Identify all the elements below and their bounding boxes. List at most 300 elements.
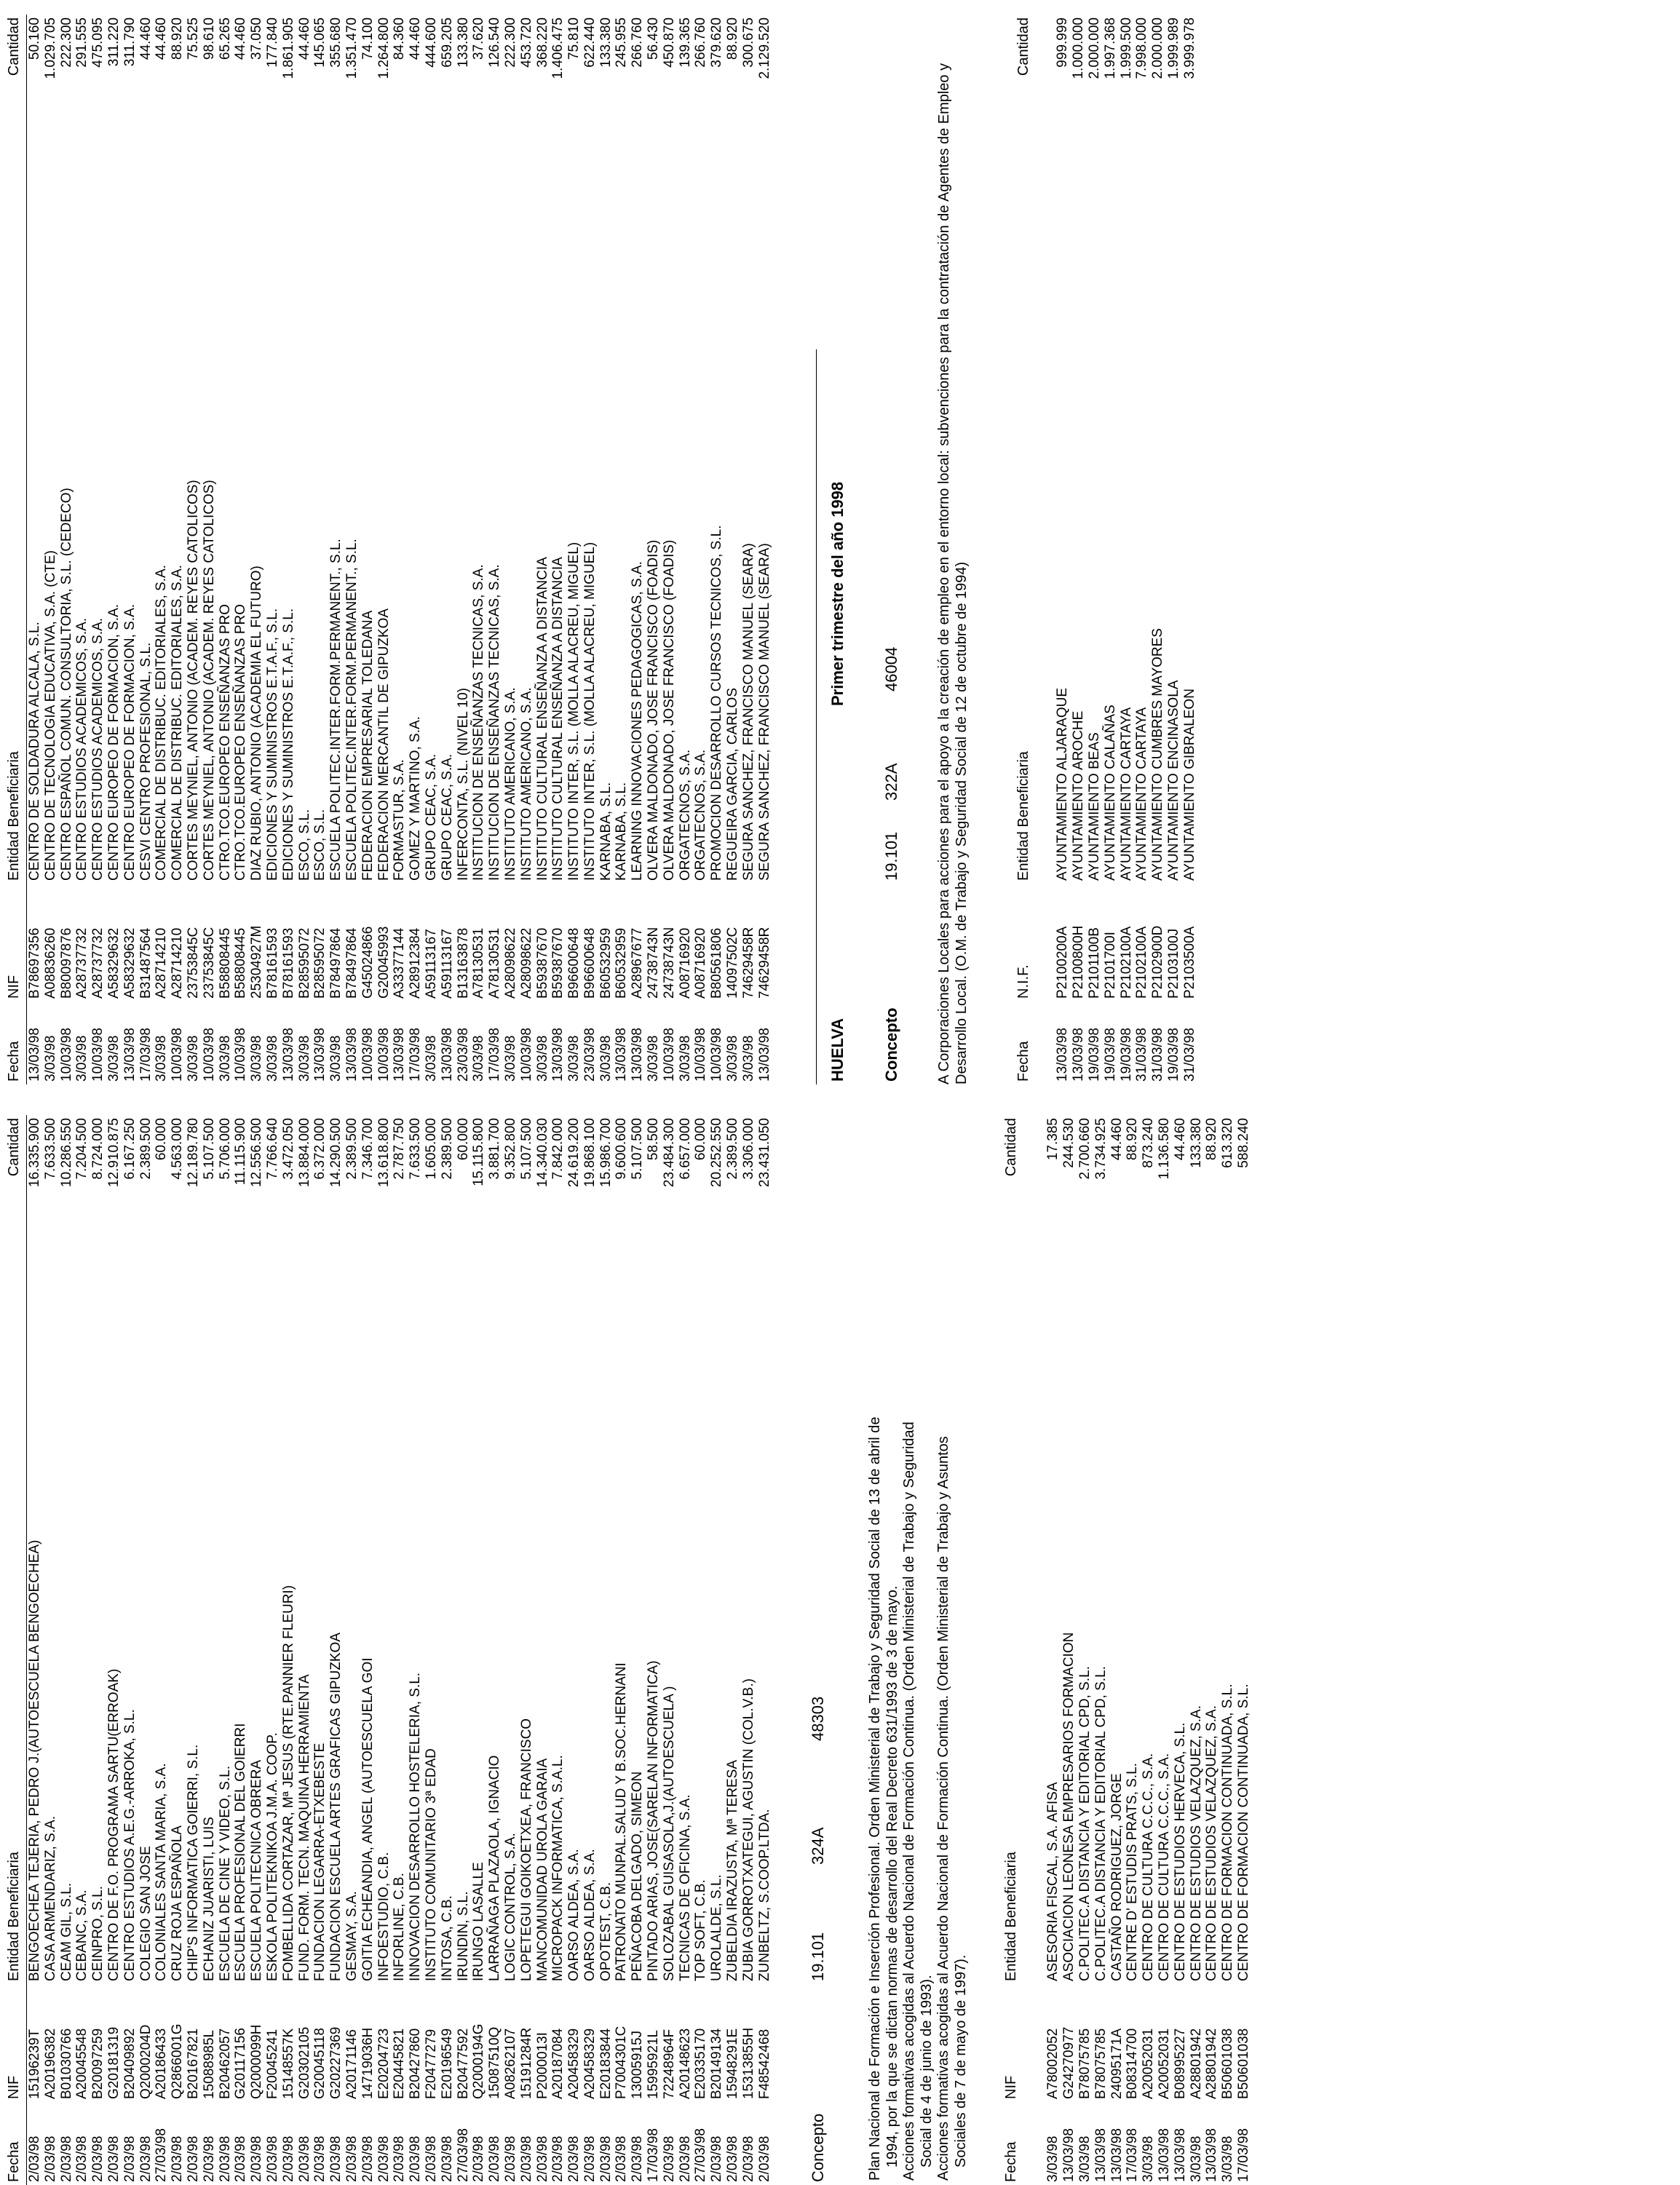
row-entidad: PINTADO ARIAS, JOSE(SARELAN INFORMATICA) [646, 1660, 662, 1981]
row-fecha: 3/03/98 [1141, 2136, 1157, 2182]
table-row [1077, 1115, 1093, 2185]
row-cantidad: 266.760 [693, 17, 709, 68]
row-nif: 23753845C [201, 927, 217, 999]
row-cantidad: 44.460 [1172, 1118, 1188, 1161]
table-row [344, 15, 360, 1084]
row-nif: B20462057 [217, 2028, 233, 2099]
row-nif: A28098622 [518, 927, 534, 999]
row-fecha: 17/03/98 [1125, 2128, 1141, 2182]
row-fecha: 10/03/98 [233, 1028, 249, 1082]
row-entidad: INSTITUTO CULTURAL ENSEÑANZA A DISTANCIA [550, 557, 566, 881]
row-fecha: 10/03/98 [661, 1028, 677, 1082]
table-row [265, 15, 281, 1084]
row-nif: A28737732 [90, 927, 106, 999]
row-nif: A33377144 [392, 927, 408, 999]
row-fecha: 2/03/98 [534, 2136, 550, 2182]
row-entidad: ORGATECNOS, S.A. [693, 749, 709, 881]
concepto-code-1: 19.101 [882, 831, 901, 881]
row-fecha: 19/03/98 [1087, 1028, 1103, 1082]
row-fecha: 3/03/98 [296, 1035, 312, 1082]
beneficiary-table [1055, 15, 1197, 1084]
row-entidad: CENTRO ESTUDIOS A.E.G.-ARROKA, S.L. [122, 1709, 138, 1981]
row-cantidad: 60.000 [154, 1118, 170, 1161]
row-nif: A20148623 [677, 2028, 693, 2099]
row-cantidad: 44.460 [1109, 1118, 1125, 1161]
row-fecha: 3/03/98 [1220, 2136, 1236, 2182]
row-entidad: CENTRO DE F.O. PROGRAMA SARTU(ERROAK) [106, 1668, 122, 1981]
row-nif: 13005915J [630, 2030, 646, 2099]
row-fecha: 3/03/98 [74, 1035, 90, 1082]
row-nif: B01030766 [58, 2028, 74, 2099]
table-row [138, 15, 154, 1084]
row-cantidad: 88.920 [170, 17, 186, 60]
row-nif: B20149134 [709, 2028, 725, 2099]
table-row [614, 15, 630, 1084]
row-fecha: 2/03/98 [58, 2136, 74, 2182]
row-fecha: 13/03/98 [756, 1028, 772, 1082]
table-row [122, 15, 138, 1084]
row-cantidad: 60.000 [455, 1118, 471, 1161]
table-row [566, 15, 582, 1084]
row-entidad: GOITIA ECHEANDIA, ANGEL (AUTOESCUELA GOI [360, 1657, 376, 1981]
row-cantidad: 12.189.780 [185, 1118, 201, 1188]
row-cantidad: 24.619.200 [566, 1118, 582, 1188]
row-cantidad: 133.380 [598, 17, 614, 68]
table-header [1014, 15, 1036, 1084]
row-nif: G20302105 [296, 2026, 312, 2099]
row-cantidad: 1.605.000 [423, 1118, 439, 1180]
row-fecha: 3/03/98 [423, 1035, 439, 1082]
row-entidad: CENTRO ESPAÑOL COMUN. CONSULTORIA, S.L. (CEDECO) [58, 488, 74, 881]
table-row [678, 15, 694, 1084]
row-nif: B78075785 [1093, 2028, 1109, 2099]
row-cantidad: 2.389.500 [439, 1118, 455, 1180]
row-nif: B08995227 [1172, 2028, 1188, 2099]
row-nif: A20187084 [550, 2028, 566, 2099]
table-header [4, 15, 27, 1084]
row-fecha: 2/03/98 [439, 2136, 455, 2182]
row-cantidad: 44.460 [408, 17, 424, 60]
table-row [186, 1115, 202, 2185]
row-entidad: LOGIC CONTROL, S.A. [502, 1833, 518, 1981]
row-entidad: AYUNTAMIENTO CARTAYA [1118, 707, 1134, 881]
row-cantidad: 177.840 [264, 17, 280, 68]
row-fecha: 3/03/98 [249, 1035, 265, 1082]
row-cantidad: 13.618.800 [376, 1118, 392, 1188]
row-cantidad: 622.440 [582, 17, 598, 68]
concepto-code-2: 322A [882, 763, 901, 801]
row-nif: B20427860 [408, 2028, 424, 2099]
row-entidad: INSTITUCION DE ENSEÑANZAS TECNICAS, S.A. [471, 564, 487, 881]
row-fecha: 2/03/98 [27, 2136, 42, 2182]
row-nif: B13163878 [455, 927, 471, 999]
row-fecha: 3/03/98 [677, 1035, 693, 1082]
row-nif: F20477279 [423, 2029, 439, 2099]
header-nif: NIF [6, 2075, 22, 2099]
row-cantidad: 2.389.500 [344, 1118, 360, 1180]
row-fecha: 13/03/98 [1172, 2128, 1188, 2182]
row-fecha: 2/03/98 [756, 2136, 772, 2182]
row-cantidad: 60.000 [693, 1118, 709, 1161]
row-entidad: FUNDACION ESCUELA ARTES GRAFICAS GIPUZKOA [328, 1633, 344, 1981]
row-nif: B28595072 [296, 927, 312, 999]
row-cantidad: 659.205 [439, 17, 455, 68]
concepto-code-3: 46004 [882, 646, 901, 691]
row-fecha: 2/03/98 [233, 2136, 249, 2182]
row-nif: E20183844 [598, 2028, 614, 2099]
row-cantidad: 3.999.978 [1181, 17, 1197, 79]
row-entidad: FEDERACION EMPRESARIAL TOLEDANA [360, 610, 376, 881]
table-row [487, 15, 503, 1084]
row-cantidad: 2.787.750 [392, 1118, 408, 1180]
description-paragraph: Plan Nacional de Formación e Inserción Profesional. Orden Ministerial de Trabajo y Seguridad Social de 13 de abril de 1994, por la que se dictan normas de desarrollo del Real Decreto 631/1993 de 3 de mayo. [867, 1416, 900, 2181]
row-entidad: FOMBELLIDA CORTAZAR, Mª JESUS (RTE.PANNIER FLEURI) [280, 1585, 296, 1981]
row-fecha: 31/03/98 [1181, 1028, 1197, 1082]
row-entidad: INSTITUTO INTER, S.L. (MOLLA ALACREU, MIGUEL) [566, 542, 582, 881]
row-cantidad: 139.365 [677, 17, 693, 68]
row-entidad: INSTITUTO AMERICANO, S.A. [502, 687, 518, 881]
row-entidad: C.POLITEC.A DISTANCIA Y EDITORIAL CPD, S.L. [1077, 1666, 1093, 1981]
row-nif: A78130531 [471, 927, 487, 999]
table-row [630, 1115, 646, 2185]
row-entidad: COLEGIO SAN JOSE [138, 1846, 154, 1981]
table-row [186, 15, 202, 1084]
row-cantidad: 1.999.989 [1166, 17, 1182, 79]
row-cantidad: 84.360 [392, 17, 408, 60]
row-fecha: 13/03/98 [280, 1028, 296, 1082]
row-cantidad: 37.050 [249, 17, 265, 60]
row-entidad: ZUNBELTZ, S.COOP.LTDA. [756, 1809, 772, 1981]
row-fecha: 3/03/98 [725, 1035, 741, 1082]
row-entidad: CENTRO DE CULTURA C.C.C., S.A. [1141, 1753, 1157, 1981]
row-nif: B28595072 [312, 927, 328, 999]
row-cantidad: 3.881.700 [487, 1118, 503, 1180]
row-entidad: INNOVACION DESARROLLO HOSTELERIA, S.L. [408, 1672, 424, 1981]
row-cantidad: 999.999 [1055, 17, 1071, 68]
row-cantidad: 15.986.700 [598, 1118, 614, 1188]
row-nif: 14097502C [725, 927, 741, 999]
row-entidad: CRUZ ROJA ESPAÑOLA [170, 1825, 186, 1981]
row-nif: B78075785 [1077, 2028, 1093, 2099]
row-fecha: 13/03/98 [1071, 1028, 1087, 1082]
row-entidad: INSTITUTO CULTURAL ENSEÑANZA A DISTANCIA [534, 557, 550, 881]
row-nif: G20117156 [233, 2028, 249, 2099]
table-row [1125, 1115, 1141, 2185]
row-nif: G20181319 [106, 2026, 122, 2099]
row-nif: 15087510Q [487, 2026, 503, 2099]
row-entidad: ZUBELDIA IRAZUSTA, Mª TERESA [725, 1759, 741, 1981]
row-fecha: 3/03/98 [740, 1035, 756, 1082]
row-entidad: DIAZ RUBIO, ANTONIO (ACADEMIA EL FUTURO) [249, 566, 265, 881]
row-cantidad: 17.385 [1045, 1118, 1061, 1161]
row-nif: G45024866 [360, 926, 376, 999]
row-cantidad: 5.706.000 [217, 1118, 233, 1180]
row-nif: B80097876 [58, 927, 74, 999]
row-nif: B31487564 [138, 927, 154, 999]
row-entidad: CEAM GIL, S.L. [58, 1882, 74, 1981]
row-cantidad: 145.065 [312, 17, 328, 68]
table-row [392, 15, 408, 1084]
row-nif: P7004301C [614, 2026, 630, 2099]
row-fecha: 2/03/98 [122, 2136, 138, 2182]
table-row [43, 1115, 59, 2185]
table-row [170, 15, 186, 1084]
row-cantidad: 7.766.640 [264, 1118, 280, 1180]
section-divider [816, 349, 817, 1084]
table-row [535, 1115, 551, 2185]
row-nif: A58329632 [122, 927, 138, 999]
row-cantidad: 7.842.000 [550, 1118, 566, 1180]
row-entidad: ESCUELA POLITEC.INTER.FORM.PERMANENT., S.L. [344, 539, 360, 881]
row-nif: Q2000194G [471, 2023, 487, 2099]
row-fecha: 3/03/98 [534, 1035, 550, 1082]
table-row [312, 1115, 328, 2185]
row-entidad: CENTRO DE ESTUDIOS VELAZQUEZ, S.A. [1188, 1705, 1204, 1981]
row-nif: A28098622 [502, 927, 518, 999]
row-fecha: 2/03/98 [217, 2136, 233, 2182]
row-entidad: AYUNTAMIENTO ALJARAQUE [1055, 688, 1071, 881]
table-row [693, 15, 709, 1084]
row-entidad: CENTRO DE ESTUDIOS VELAZQUEZ, S.A. [1204, 1705, 1220, 1981]
row-fecha: 10/03/98 [58, 1028, 74, 1082]
table-row [678, 1115, 694, 2185]
row-nif: 23753845C [185, 927, 201, 999]
row-entidad: ESCUELA POLITEC.INTER.FORM.PERMANENT., S.L. [328, 539, 344, 881]
row-fecha: 3/03/98 [598, 1035, 614, 1082]
row-fecha: 2/03/98 [502, 2136, 518, 2182]
row-fecha: 13/03/98 [630, 1028, 646, 1082]
description-paragraph: Acciones formativas acogidas al Acuerdo Nacional de Formación Continua. (Orden Ministerial de Trabajo y Asuntos Sociales de 7 de mayo de 1997). [935, 1436, 969, 2181]
row-cantidad: 311.790 [122, 17, 138, 67]
row-fecha: 2/03/98 [264, 2136, 280, 2182]
row-entidad: PEÑACOBA DELGADO, SIMEON [630, 1771, 646, 1981]
row-fecha: 2/03/98 [296, 2136, 312, 2182]
table-row [424, 1115, 440, 2185]
row-cantidad: 98.610 [201, 17, 217, 60]
row-entidad: LEARNING INNOVACIONES PEDAGOGICAS, S.A. [630, 561, 646, 881]
row-nif: B08314700 [1125, 2028, 1141, 2099]
row-entidad: CENTRO ESTUDIOS ACADEMICOS, S.A. [90, 617, 106, 881]
row-cantidad: 7.204.500 [74, 1118, 90, 1180]
row-cantidad: 245.955 [614, 17, 630, 68]
row-fecha: 13/03/98 [27, 1028, 42, 1082]
row-nif: 72248964F [661, 2029, 677, 2099]
table-row [249, 15, 265, 1084]
row-cantidad: 88.920 [1204, 1118, 1220, 1161]
row-entidad: INTOSA, C.B. [439, 1895, 455, 1981]
row-entidad: ESCUELA POLITECNICA OBRERA [249, 1759, 265, 1981]
row-fecha: 13/03/98 [312, 1028, 328, 1082]
row-entidad: ECHANIZ JUARISTI, LUIS [201, 1817, 217, 1981]
row-cantidad: 3.306.000 [740, 1118, 756, 1180]
table-row [27, 15, 43, 1084]
row-entidad: CENTRO DE SOLDADURA ALCALA, S.L. [27, 622, 42, 881]
row-cantidad: 3.734.925 [1093, 1118, 1109, 1180]
row-cantidad: 379.620 [709, 17, 725, 68]
table-row [440, 1115, 456, 2185]
row-cantidad: 244.530 [1061, 1118, 1077, 1168]
row-cantidad: 7.633.500 [408, 1118, 424, 1180]
row-fecha: 13/03/98 [1109, 2128, 1125, 2182]
row-nif: P2100800H [1071, 925, 1087, 999]
row-cantidad: 444.600 [423, 17, 439, 68]
row-fecha: 13/03/98 [1204, 2128, 1220, 2182]
row-fecha: 3/03/98 [1045, 2136, 1061, 2182]
row-entidad: SEGURA SANCHEZ, FRANCISCO MANUEL (SEARA) [756, 543, 772, 881]
table-row [218, 15, 234, 1084]
row-nif: Q2000099H [249, 2024, 265, 2099]
row-cantidad: 1.861.905 [280, 17, 296, 79]
table-row [265, 1115, 281, 2185]
row-entidad: CENTRO DE FORMACION CONTINUADA, S.L. [1236, 1684, 1252, 1981]
row-nif: 15191284R [518, 2027, 534, 2099]
row-entidad: GRUPO CEAC, S.A. [439, 753, 455, 881]
table-row [725, 15, 741, 1084]
row-entidad: CASA ARMENDARIZ, S.A. [42, 1816, 58, 1981]
row-nif: B50601038 [1220, 2028, 1236, 2099]
table-row [1236, 1115, 1252, 2185]
table-row [1166, 15, 1182, 1084]
table-row [646, 1115, 662, 2185]
row-entidad: IRUNDIN, S.L. [455, 1891, 471, 1981]
row-cantidad: 1.351.470 [344, 17, 360, 79]
row-entidad: AYUNTAMIENTO AROCHE [1071, 710, 1087, 881]
row-fecha: 17/03/98 [487, 1028, 503, 1082]
table-row [1157, 1115, 1173, 2185]
header-fecha: Fecha [1015, 1041, 1032, 1082]
row-entidad: COLONIALES SANTA MARIA, S.A. [154, 1763, 170, 1981]
row-fecha: 27/03/98 [455, 2128, 471, 2182]
row-nif: B20167821 [185, 2028, 201, 2099]
row-cantidad: 1.264.800 [376, 17, 392, 79]
row-nif: B78697356 [27, 927, 42, 999]
concepto-line [878, 15, 907, 1084]
table-row [566, 1115, 582, 2185]
row-nif: 25304927M [249, 925, 265, 999]
row-cantidad: 2.129.520 [756, 17, 772, 79]
row-cantidad: 20.252.550 [709, 1118, 725, 1188]
row-nif: 24095171A [1109, 2028, 1125, 2099]
row-entidad: CTRO.TCO.EUROPEO ENSEÑANZAS PRO [233, 603, 249, 881]
row-fecha: 3/03/98 [471, 1035, 487, 1082]
table-row [1109, 1115, 1125, 2185]
row-nif: B60532959 [598, 927, 614, 999]
row-fecha: 2/03/98 [360, 2136, 376, 2182]
row-cantidad: 75.810 [566, 17, 582, 60]
table-row [550, 15, 566, 1084]
row-cantidad: 4.563.000 [170, 1118, 186, 1180]
row-entidad: AYUNTAMIENTO BEAS [1087, 732, 1103, 881]
province-line [824, 15, 853, 1084]
row-nif: P2101700I [1102, 932, 1118, 999]
row-cantidad: 2.000.000 [1087, 17, 1103, 79]
row-nif: A28967677 [630, 927, 646, 999]
row-entidad: INFERCONTA, S.L. (NIVEL 10) [455, 688, 471, 881]
table-row [312, 15, 328, 1084]
table-row [1103, 15, 1119, 1084]
header-fecha: Fecha [6, 2141, 22, 2182]
table-row [328, 1115, 344, 2185]
table-row [297, 1115, 313, 2185]
table-row [74, 1115, 90, 2185]
row-nif: A20052031 [1157, 2028, 1173, 2099]
row-cantidad: 2.389.500 [138, 1118, 154, 1180]
row-cantidad: 23.431.050 [756, 1118, 772, 1188]
row-entidad: AYUNTAMIENTO CUMBRES MAYORES [1150, 628, 1166, 881]
row-fecha: 3/03/98 [566, 1035, 582, 1082]
row-nif: A78130531 [487, 927, 503, 999]
row-entidad: FORMASTUR, S.A. [392, 759, 408, 881]
row-nif: E20204723 [376, 2028, 392, 2099]
row-entidad: ESKOLA POLITEKNIKOA J.M.A. COOP. [264, 1732, 280, 1981]
row-fecha: 13/03/98 [344, 1028, 360, 1082]
row-fecha: 19/03/98 [1102, 1028, 1118, 1082]
row-entidad: LARRAÑAGA PLAZAOLA, IGNACIO [487, 1755, 503, 1981]
row-cantidad: 11.115.900 [233, 1118, 249, 1186]
row-nif: A28801942 [1204, 2028, 1220, 2099]
row-fecha: 2/03/98 [249, 2136, 265, 2182]
row-entidad: OARSO ALDEA, S.A. [582, 1849, 598, 1981]
row-fecha: 2/03/98 [170, 2136, 186, 2182]
row-cantidad: 65.265 [217, 17, 233, 60]
row-fecha: 2/03/98 [185, 2136, 201, 2182]
table-row [138, 1115, 154, 2185]
row-entidad: FUND. FORM. TECN. MAQUINA HERRAMIENTA [296, 1674, 312, 1981]
row-fecha: 2/03/98 [518, 2136, 534, 2182]
row-nif: P2101100B [1087, 927, 1103, 999]
row-cantidad: 355.680 [328, 17, 344, 68]
table-row [1204, 1115, 1220, 2185]
row-fecha: 10/03/98 [376, 1028, 392, 1082]
row-nif: G20045993 [376, 926, 392, 999]
row-cantidad: 7.346.700 [360, 1118, 376, 1180]
row-cantidad: 5.107.500 [630, 1118, 646, 1180]
table-row [281, 1115, 297, 2185]
row-cantidad: 300.675 [740, 17, 756, 68]
row-entidad: INSTITUTO COMUNITARIO 3ª EDAD [423, 1748, 439, 1981]
row-entidad: INSTITUCION DE ENSEÑANZAS TECNICAS, S.A. [487, 564, 503, 881]
row-nif: A20052031 [1141, 2028, 1157, 2099]
row-cantidad: 1.997.368 [1102, 17, 1118, 79]
table-row [1189, 1115, 1205, 2185]
header-fecha: Fecha [1003, 2141, 1020, 2182]
row-fecha: 3/03/98 [1188, 2136, 1204, 2182]
table-row [1055, 15, 1071, 1084]
row-entidad: CEINPRO, S.L. [90, 1886, 106, 1981]
row-entidad: PROMOCION DESARROLLO CURSOS TECNICOS, S.L. [709, 525, 725, 881]
row-nif: B60532959 [614, 927, 630, 999]
row-entidad: CHIP'S INFORMATICA GOIERRI, S.L. [185, 1744, 201, 1981]
row-nif: E20196549 [439, 2028, 455, 2099]
row-entidad: CASTAÑO RODRIGUEZ, JORGE [1109, 1773, 1125, 1981]
table-row [1182, 15, 1198, 1084]
table-row [90, 15, 106, 1084]
row-cantidad: 133.380 [455, 17, 471, 68]
row-entidad: ESCO, S.L. [312, 809, 328, 881]
beneficiary-table [1045, 1115, 1251, 2185]
table-row [281, 15, 297, 1084]
table-row [424, 15, 440, 1084]
row-entidad: GESMAY, S.A. [344, 1891, 360, 1981]
row-fecha: 17/03/98 [138, 1028, 154, 1082]
row-cantidad: 1.406.475 [550, 17, 566, 79]
row-fecha: 2/03/98 [201, 2136, 217, 2182]
table-row [741, 1115, 757, 2185]
table-row [1071, 15, 1087, 1084]
table-row [154, 1115, 170, 2185]
row-entidad: AYUNTAMIENTO GIBRALEON [1181, 689, 1197, 881]
row-cantidad: 450.870 [661, 17, 677, 68]
